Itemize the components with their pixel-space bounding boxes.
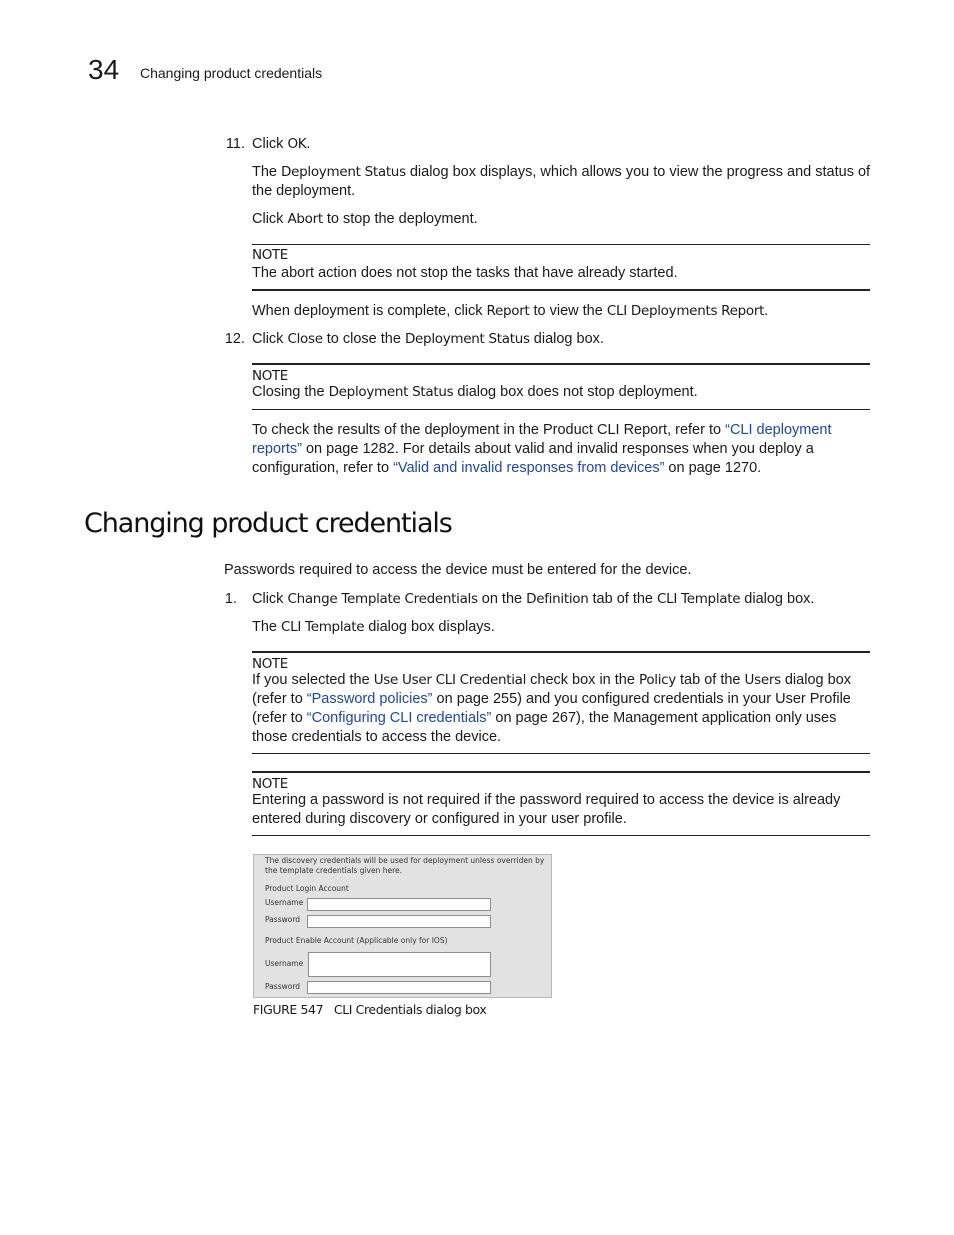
enable-password-label: Password [265, 982, 301, 991]
password-label: Password [265, 915, 301, 924]
note-3-bottom-rule [252, 753, 870, 754]
note-4-top-rule [252, 771, 870, 773]
step-11-text: Click OK. [252, 136, 311, 152]
figure-label: FIGURE 547 [253, 1002, 324, 1017]
note-3-top-rule [252, 651, 870, 653]
chapter-number: 34 [88, 54, 120, 85]
note-4-bottom-rule [252, 835, 870, 836]
enable-password-input[interactable] [307, 981, 491, 994]
ok-term: OK [287, 136, 307, 152]
note-1-bottom-rule [252, 289, 870, 291]
link-cli-deployment-reports-cont[interactable]: reports” [252, 441, 302, 457]
cli-credentials-dialog [253, 854, 552, 998]
step-1-text: Click Change Template Credentials on the Definition tab of the CLI Template dialog box. [252, 591, 815, 607]
note-1-label: NOTE [252, 247, 288, 263]
section-intro: Passwords required to access the device must be entered for the device. [224, 562, 692, 578]
dialog-info-line-1: The discovery credentials will be used for deployment unless overriden by [265, 856, 545, 865]
note-1-text: The abort action does not stop the tasks that have already started. [252, 265, 678, 281]
note-2-text: Closing the Deployment Status dialog box does not stop deployment. [252, 384, 698, 400]
deployment-complete-text: When deployment is complete, click Report to view the CLI Deployments Report. [252, 303, 769, 319]
note-3-label: NOTE [252, 656, 288, 672]
check-results-paragraph: To check the results of the deployment in the Product CLI Report, refer to “CLI deployment reports” on page 1282. For details about valid and invalid responses when you deploy a configuration, refer to “Valid and invalid responses from devices” on page 1270. [252, 422, 832, 476]
figure-title: CLI Credentials dialog box [333, 1002, 487, 1017]
note-2-label: NOTE [252, 368, 288, 384]
enable-account-section-label: Product Enable Account (Applicable only for IOS) [265, 936, 448, 945]
note-2-bottom-rule [252, 409, 870, 410]
enable-username-input[interactable] [308, 952, 491, 977]
username-label: Username [265, 898, 304, 907]
link-password-policies[interactable]: “Password policies” [306, 691, 433, 707]
password-input[interactable] [307, 915, 491, 928]
link-valid-invalid-responses[interactable]: “Valid and invalid responses from devices” [393, 460, 665, 476]
section-heading: Changing product credentials [84, 508, 452, 539]
login-account-section-label: Product Login Account [265, 884, 349, 893]
link-configuring-cli-credentials[interactable]: “Configuring CLI credentials” [306, 710, 492, 726]
abort-instruction: Click Abort to stop the deployment. [252, 211, 478, 227]
figure-caption [253, 1002, 486, 1017]
note-4-text: Entering a password is not required if the password required to access the device is already entered during discovery or configured in your user profile. [252, 792, 841, 827]
step-12-text: Click Close to close the Deployment Status dialog box. [252, 331, 604, 347]
note-4-label: NOTE [252, 776, 288, 792]
note-1-top-rule [252, 244, 870, 245]
step-12-number: 12. [224, 331, 245, 347]
step-11-paragraph: The Deployment Status dialog box displays, which allows you to view the progress and status of the deployment. [252, 164, 871, 199]
step-11-number: 11. [225, 136, 245, 152]
link-cli-deployment-reports[interactable]: “CLI deployment [725, 422, 832, 438]
note-2-top-rule [252, 363, 870, 365]
step-1-number: 1. [224, 591, 237, 607]
dialog-info-line-2: the template credentials given here. [265, 866, 403, 875]
enable-username-label: Username [265, 959, 304, 968]
step-1-result: The CLI Template dialog box displays. [252, 619, 495, 635]
note-3-text: If you selected the Use User CLI Credential check box in the Policy tab of the Users dialog box (refer to “Password policies” on page 255) and you configured credentials in your User Profile (refer to “Configuring CLI credentials” on page 267), the Management application only uses those credentials to access the device. [252, 672, 851, 745]
running-header-title: Changing product credentials [140, 65, 323, 81]
username-input[interactable] [307, 898, 491, 911]
